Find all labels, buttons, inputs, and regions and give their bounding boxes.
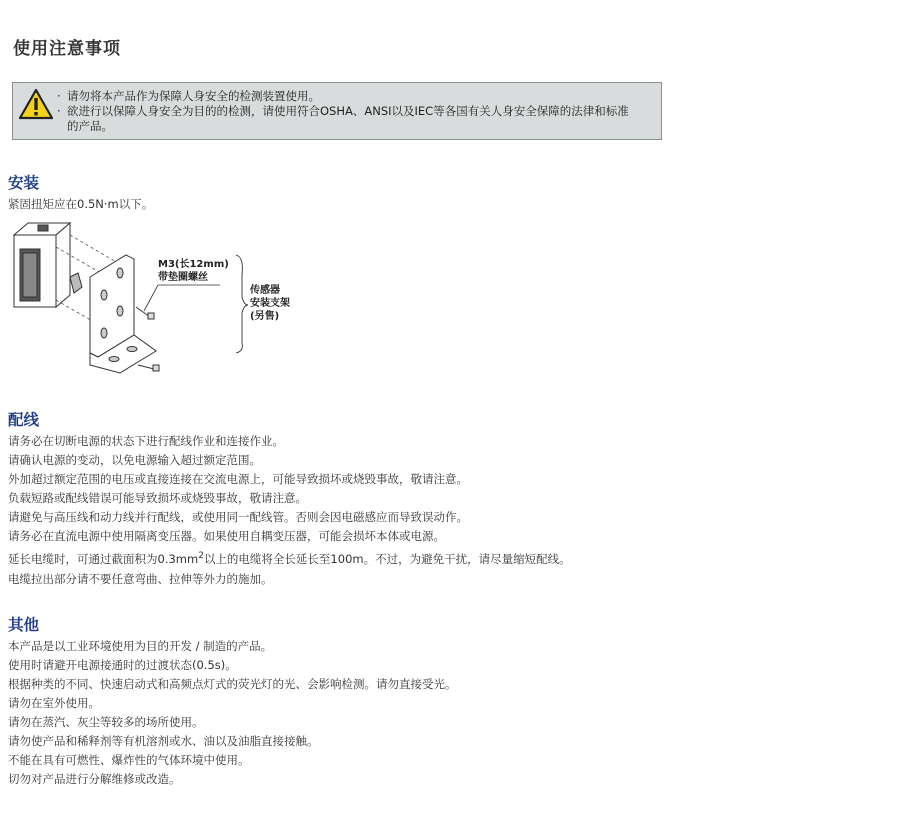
- others-line: 根据种类的不同、快速启动式和高频点灯式的荧光灯的光、会影响检测。请勿直接受光。: [8, 677, 457, 691]
- others-line: 不能在具有可燃性、爆炸性的气体环境中使用。: [8, 753, 250, 767]
- screw-label-type: 带垫圈螺丝: [158, 272, 208, 283]
- wiring-line: 负载短路或配线错误可能导致损坏或烧毁事故，敬请注意。: [8, 491, 307, 505]
- bracket-label-1: 传感器: [250, 285, 280, 296]
- bracket-label-3: (另售): [250, 311, 280, 322]
- wiring-line: 电缆拉出部分请不要任意弯曲、拉伸等外力的施加。: [8, 572, 273, 586]
- section-title-install: 安装: [8, 174, 40, 192]
- warning-line: · 欲进行以保障人身安全为目的的检测，请使用符合OSHA、ANSI以及IEC等各国有关人身安全保障的法律和标准: [57, 104, 657, 119]
- extension-superscript: 2: [198, 551, 204, 562]
- others-line: 请勿使产品和稀释剂等有机溶剂或水、油以及油脂直接接触。: [8, 734, 319, 748]
- warning-line: · 请勿将本产品作为保障人身安全的检测装置使用。: [57, 89, 657, 104]
- wiring-line: 请务必在切断电源的状态下进行配线作业和连接作业。: [8, 434, 284, 448]
- wiring-line: 请避免与高压线和动力线并行配线，或使用同一配线管。否则会因电磁感应而导致误动作。: [8, 510, 468, 524]
- sensor-mounting-diagram: [8, 215, 308, 385]
- screw-label-size: M3(长12mm): [158, 259, 229, 270]
- wiring-line: 请务必在直流电源中使用隔离变压器。如果使用自耦变压器，可能会损坏本体或电源。: [8, 529, 445, 543]
- wiring-line: 外加超过额定范围的电压或直接连接在交流电源上，可能导致损坏或烧毁事故，敬请注意。: [8, 472, 468, 486]
- warning-line-continued: 的产品。: [67, 119, 113, 133]
- others-line: 请勿在蒸汽、灰尘等较多的场所使用。: [8, 715, 204, 729]
- others-line: 切勿对产品进行分解维修或改造。: [8, 772, 181, 786]
- extension-text-before: 延长电缆时，可通过截面积为0.3mm: [8, 552, 199, 566]
- section-title-others: 其他: [8, 616, 40, 634]
- wiring-line: 请确认电源的变动，以免电源输入超过额定范围。: [8, 453, 261, 467]
- wiring-extension-line: [8, 551, 571, 567]
- bracket-label-2: 安装支架: [250, 298, 290, 309]
- others-line: 本产品是以工业环境使用为目的开发 / 制造的产品。: [8, 639, 273, 653]
- page-title: 使用注意事项: [13, 39, 121, 59]
- warning-text: [57, 89, 657, 134]
- warning-box: [12, 82, 662, 140]
- install-text: 紧固扭矩应在0.5N·m以下。: [8, 197, 154, 211]
- extension-text-after: 以上的电缆将全长延长至100m。不过，为避免干扰，请尽量缩短配线。: [203, 552, 571, 566]
- warning-triangle-icon: [18, 88, 54, 120]
- others-line: 请勿在室外使用。: [8, 696, 100, 710]
- section-title-wiring: 配线: [8, 411, 40, 429]
- others-line: 使用时请避开电源接通时的过渡状态(0.5s)。: [8, 658, 237, 672]
